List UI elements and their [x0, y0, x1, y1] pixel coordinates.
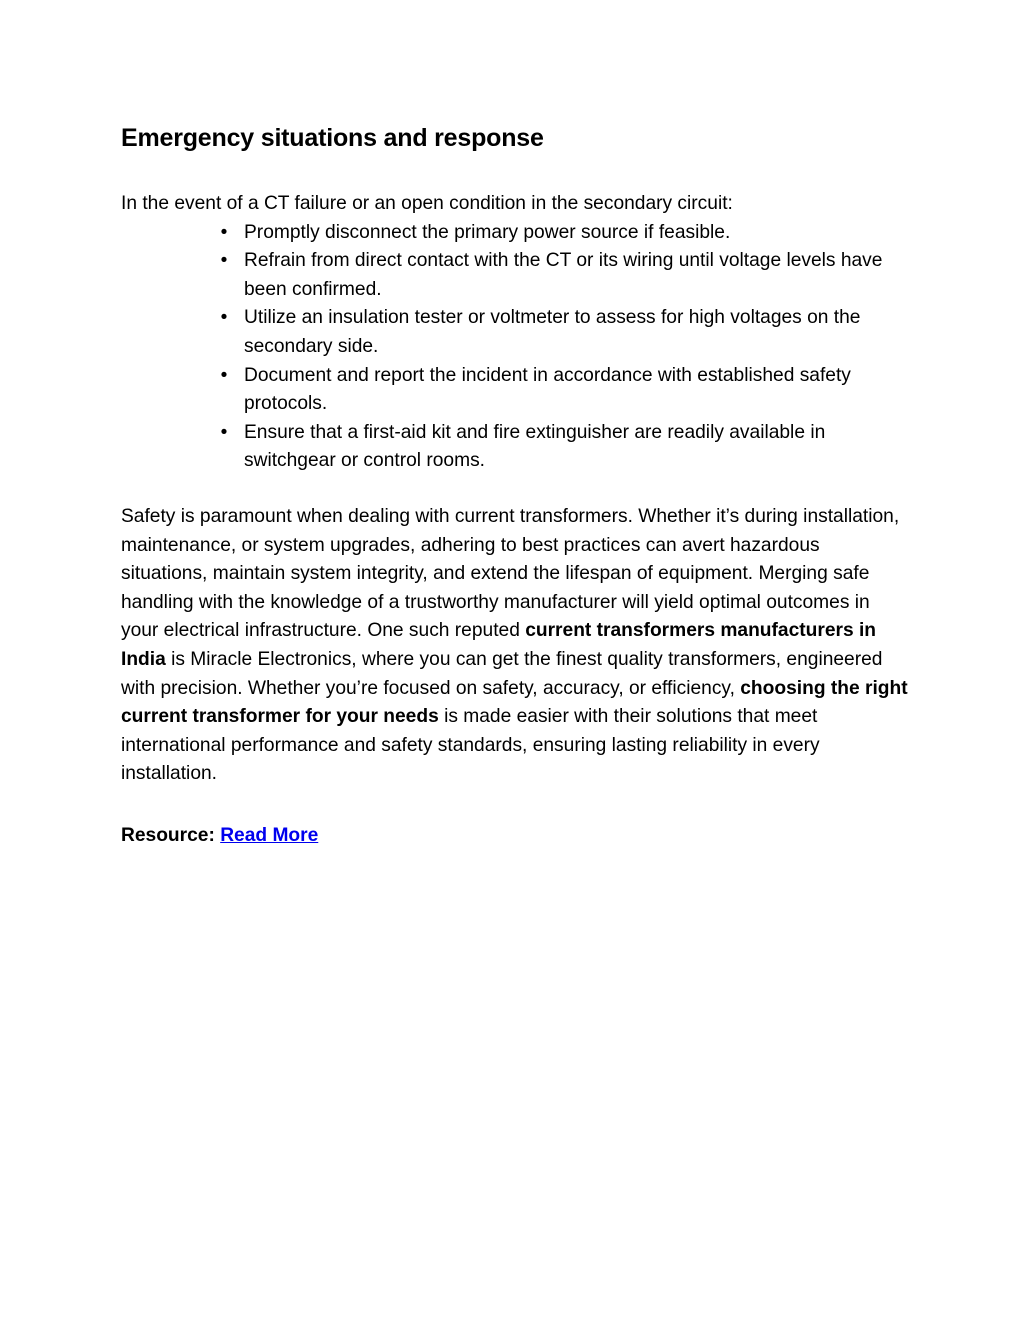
- list-item-text: Promptly disconnect the primary power source if feasible.: [244, 221, 731, 243]
- bold-keyword: current transformers manufacturers in India: [121, 620, 877, 670]
- list-item: [220, 362, 911, 419]
- list-item-text: Refrain from direct contact with the CT or its wiring until voltage levels have been confirmed.: [244, 250, 883, 300]
- document-page: [121, 120, 911, 850]
- bullet-icon: •: [220, 221, 228, 243]
- bold-keyword: choosing the right current transformer for your needs: [121, 677, 908, 728]
- paragraph-text: is made easier with their solutions that meet international performance and safety standards, ensuring lasting reliability in every installation.: [121, 706, 820, 785]
- list-item: [220, 219, 911, 248]
- list-item-text: Document and report the incident in accordance with established safety protocols.: [244, 364, 851, 415]
- list-item-text: Ensure that a first-aid kit and fire extinguisher are readily available in switchgear or control rooms.: [244, 421, 826, 472]
- bullet-icon: •: [220, 250, 228, 272]
- section-heading: Emergency situations and response: [121, 124, 544, 152]
- read-more-link[interactable]: Read More: [220, 824, 319, 846]
- list-item: [220, 419, 911, 476]
- list-item-text: Utilize an insulation tester or voltmeter to assess for high voltages on the secondary side.: [244, 307, 861, 357]
- resource-line: [121, 822, 911, 851]
- list-item: [220, 247, 911, 304]
- response-steps-list: [121, 219, 911, 476]
- resource-label: Resource:: [121, 824, 215, 846]
- bullet-icon: •: [220, 307, 228, 329]
- paragraph-text: Safety is paramount when dealing with current transformers. Whether it’s during installation, maintenance, or system upgrades, adhering to best practices can avert hazardous situations, maintain system integrity, and extend the lifespan of equipment. Merging safe handling with the knowledge of a trustworthy manufacturer will yield optimal outcomes in your electrical infrastructure. One such reputed: [121, 505, 900, 642]
- paragraph-text: is Miracle Electronics, where you can get the finest quality transformers, engineered with precision. Whether you’re focused on safety, accuracy, or efficiency,: [121, 648, 883, 699]
- body-paragraph: [121, 503, 911, 789]
- list-item: [220, 304, 911, 361]
- intro-text: In the event of a CT failure or an open condition in the secondary circuit:: [121, 193, 733, 214]
- bullet-icon: •: [220, 421, 228, 443]
- bullet-icon: •: [220, 364, 228, 386]
